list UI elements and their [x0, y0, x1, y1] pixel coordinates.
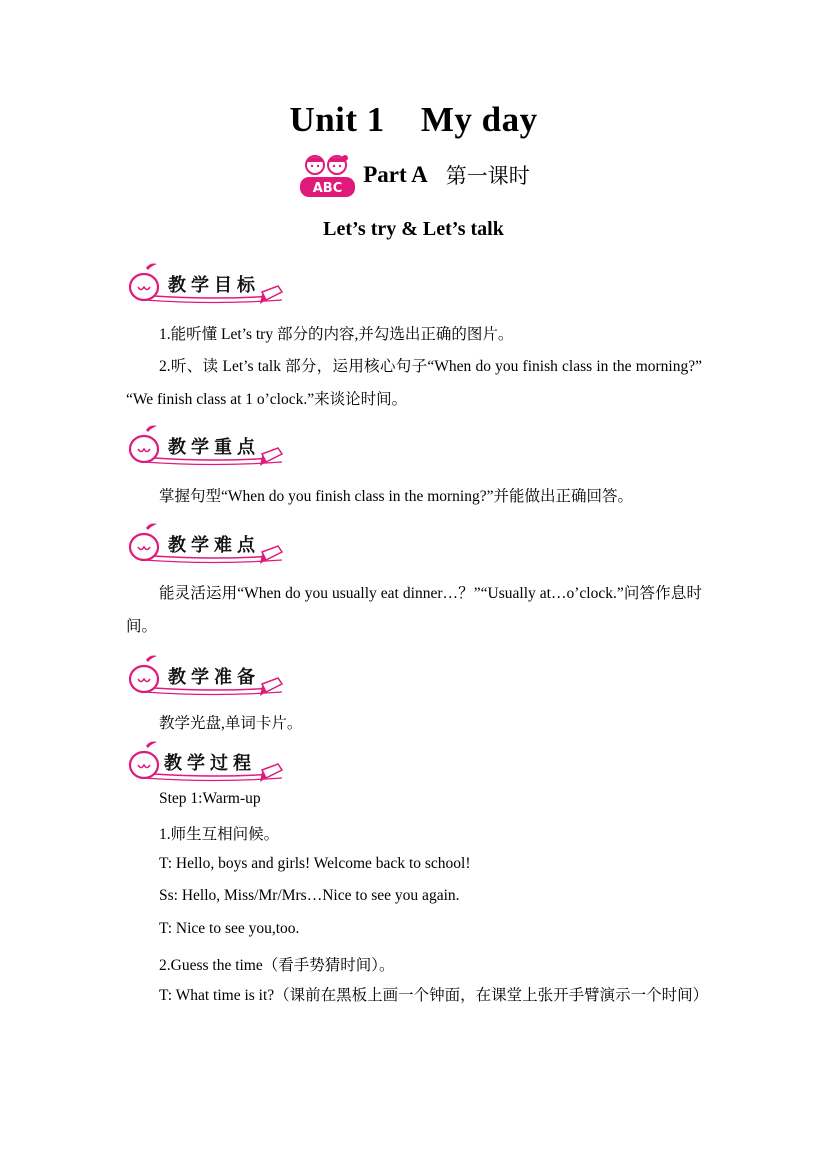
section-title: 教学重点	[168, 437, 260, 458]
section-title: 教学目标	[168, 275, 260, 296]
process-line: T: Hello, boys and girls! Welcome back to school!	[159, 855, 471, 872]
document-title	[0, 100, 827, 140]
preparation-text: 教学光盘,单词卡片。	[159, 715, 303, 732]
lesson-subtitle: Let’s try & Let’s talk	[323, 218, 504, 240]
process-line: 1.师生互相问候。	[159, 826, 280, 843]
key-points-text: 掌握句型“When do you finish class in the morning?”并能做出正确回答。	[159, 488, 633, 505]
section-heading-process	[124, 740, 289, 790]
process-line: Ss: Hello, Miss/Mr/Mrs…Nice to see you again.	[159, 887, 460, 904]
difficulties-text: 能灵活运用“When do you usually eat dinner…？”“Usually at…o’clock.”问答作息时间。	[126, 585, 702, 635]
section-heading-preparation	[124, 654, 289, 704]
kids-abc-icon	[297, 150, 359, 200]
process-line: 2.Guess the time（看手势猜时间）。	[159, 957, 395, 974]
section-heading-goals	[124, 262, 289, 312]
goal-item-2: 2.听、读 Let’s talk 部分，运用核心句子“When do you finish class in the morning?” “We finish class at 1 o’clock.”来谈论时间。	[126, 358, 702, 408]
logo-text: ABC	[312, 181, 343, 196]
lesson-label: 第一课时	[445, 164, 530, 188]
section-heading-difficulties	[124, 522, 289, 572]
section-title: 教学难点	[168, 535, 260, 556]
goal-item-1: 1.能听懂 Let’s try 部分的内容,并勾选出正确的图片。	[159, 326, 514, 343]
part-heading	[0, 150, 827, 202]
process-line: T: Nice to see you,too.	[159, 920, 300, 937]
section-title: 教学准备	[168, 667, 260, 688]
unit-name: My day	[420, 100, 538, 139]
process-last-line: T: What time is it?（课前在黑板上画一个钟面，在课堂上张开手臂演示一个时间）	[159, 987, 709, 1004]
section-heading-key-points	[124, 424, 289, 474]
part-label: Part A	[363, 162, 428, 187]
unit-number: Unit 1	[289, 100, 385, 139]
section-title: 教学过程	[164, 753, 256, 774]
process-line: Step 1:Warm-up	[159, 790, 261, 807]
